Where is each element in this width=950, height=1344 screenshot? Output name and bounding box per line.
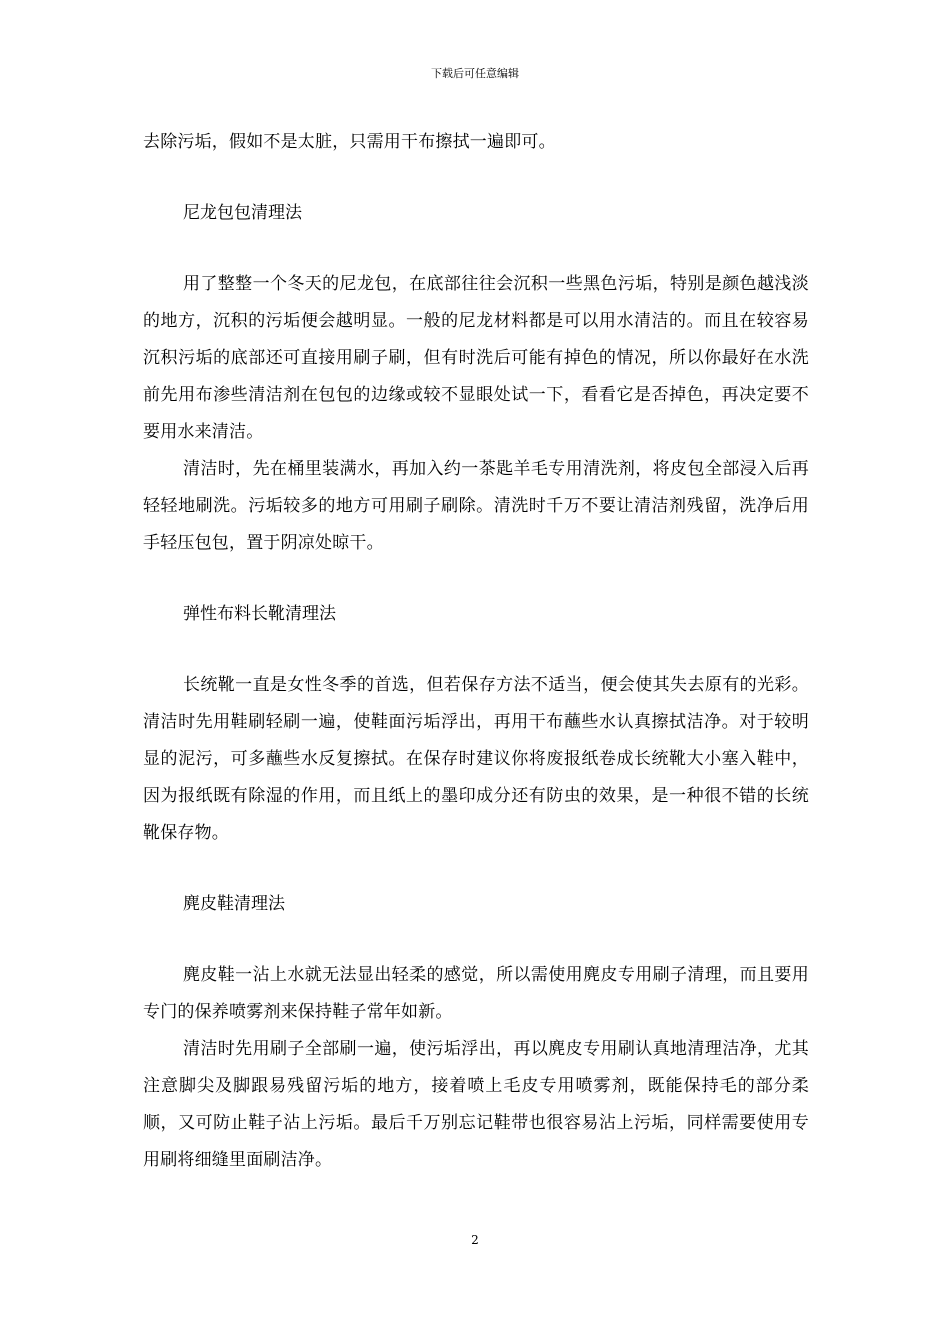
- elastic-boots-paragraph-1: 长统靴一直是女性冬季的首选，但若保存方法不适当，便会使其失去原有的光彩。清洁时先用鞋刷轻刷一遍，使鞋面污垢浮出，再用干布蘸些水认真擦拭洁净。对于较明显的泥污，可多蘸些水反复擦拭。在保存时建议你将废报纸卷成长统靴大小塞入鞋中，因为报纸既有除湿的作用，而且纸上的墨印成分还有防虫的效果，是一种很不错的长统靴保存物。: [143, 675, 809, 843]
- page-header: 下载后可任意编辑: [431, 67, 519, 80]
- nylon-bag-paragraph-2: 清洁时，先在桶里装满水，再加入约一茶匙羊毛专用清洗剂，将皮包全部浸入后再轻轻地刷洗。污垢较多的地方可用刷子刷除。清洗时千万不要让清洁剂残留，洗净后用手轻压包包，置于阴凉处晾干。: [143, 459, 809, 553]
- nylon-bag-paragraph-1: 用了整整一个冬天的尼龙包，在底部往往会沉积一些黑色污垢，特别是颜色越浅淡的地方，沉积的污垢便会越明显。一般的尼龙材料都是可以用水清洁的。而且在较容易沉积污垢的底部还可直接用刷子刷，但有时洗后可能有掉色的情况，所以你最好在水洗前先用布渗些清洁剂在包包的边缘或较不显眼处试一下，看看它是否掉色，再决定要不要用水来清洁。: [143, 274, 809, 442]
- page-number: 2: [471, 1233, 479, 1247]
- suede-shoes-paragraph-2: 清洁时先用刷子全部刷一遍，使污垢浮出，再以麂皮专用刷认真地清理洁净，尤其注意脚尖及脚跟易残留污垢的地方，接着喷上毛皮专用喷雾剂，既能保持毛的部分柔顺，又可防止鞋子沾上污垢。最后千万别忘记鞋带也很容易沾上污垢，同样需要使用专用刷将细缝里面刷洁净。: [143, 1039, 809, 1170]
- section-heading-nylon-bag: 尼龙包包清理法: [183, 203, 302, 223]
- intro-paragraph: 去除污垢，假如不是太脏，只需用干布擦拭一遍即可。: [143, 132, 556, 152]
- suede-shoes-paragraph-1: 麂皮鞋一沾上水就无法显出轻柔的感觉，所以需使用麂皮专用刷子清理，而且要用专门的保养喷雾剂来保持鞋子常年如新。: [143, 965, 809, 1022]
- section-heading-suede-shoes: 麂皮鞋清理法: [183, 894, 285, 914]
- section-heading-elastic-boots: 弹性布料长靴清理法: [183, 604, 336, 624]
- document-body: [143, 124, 809, 1179]
